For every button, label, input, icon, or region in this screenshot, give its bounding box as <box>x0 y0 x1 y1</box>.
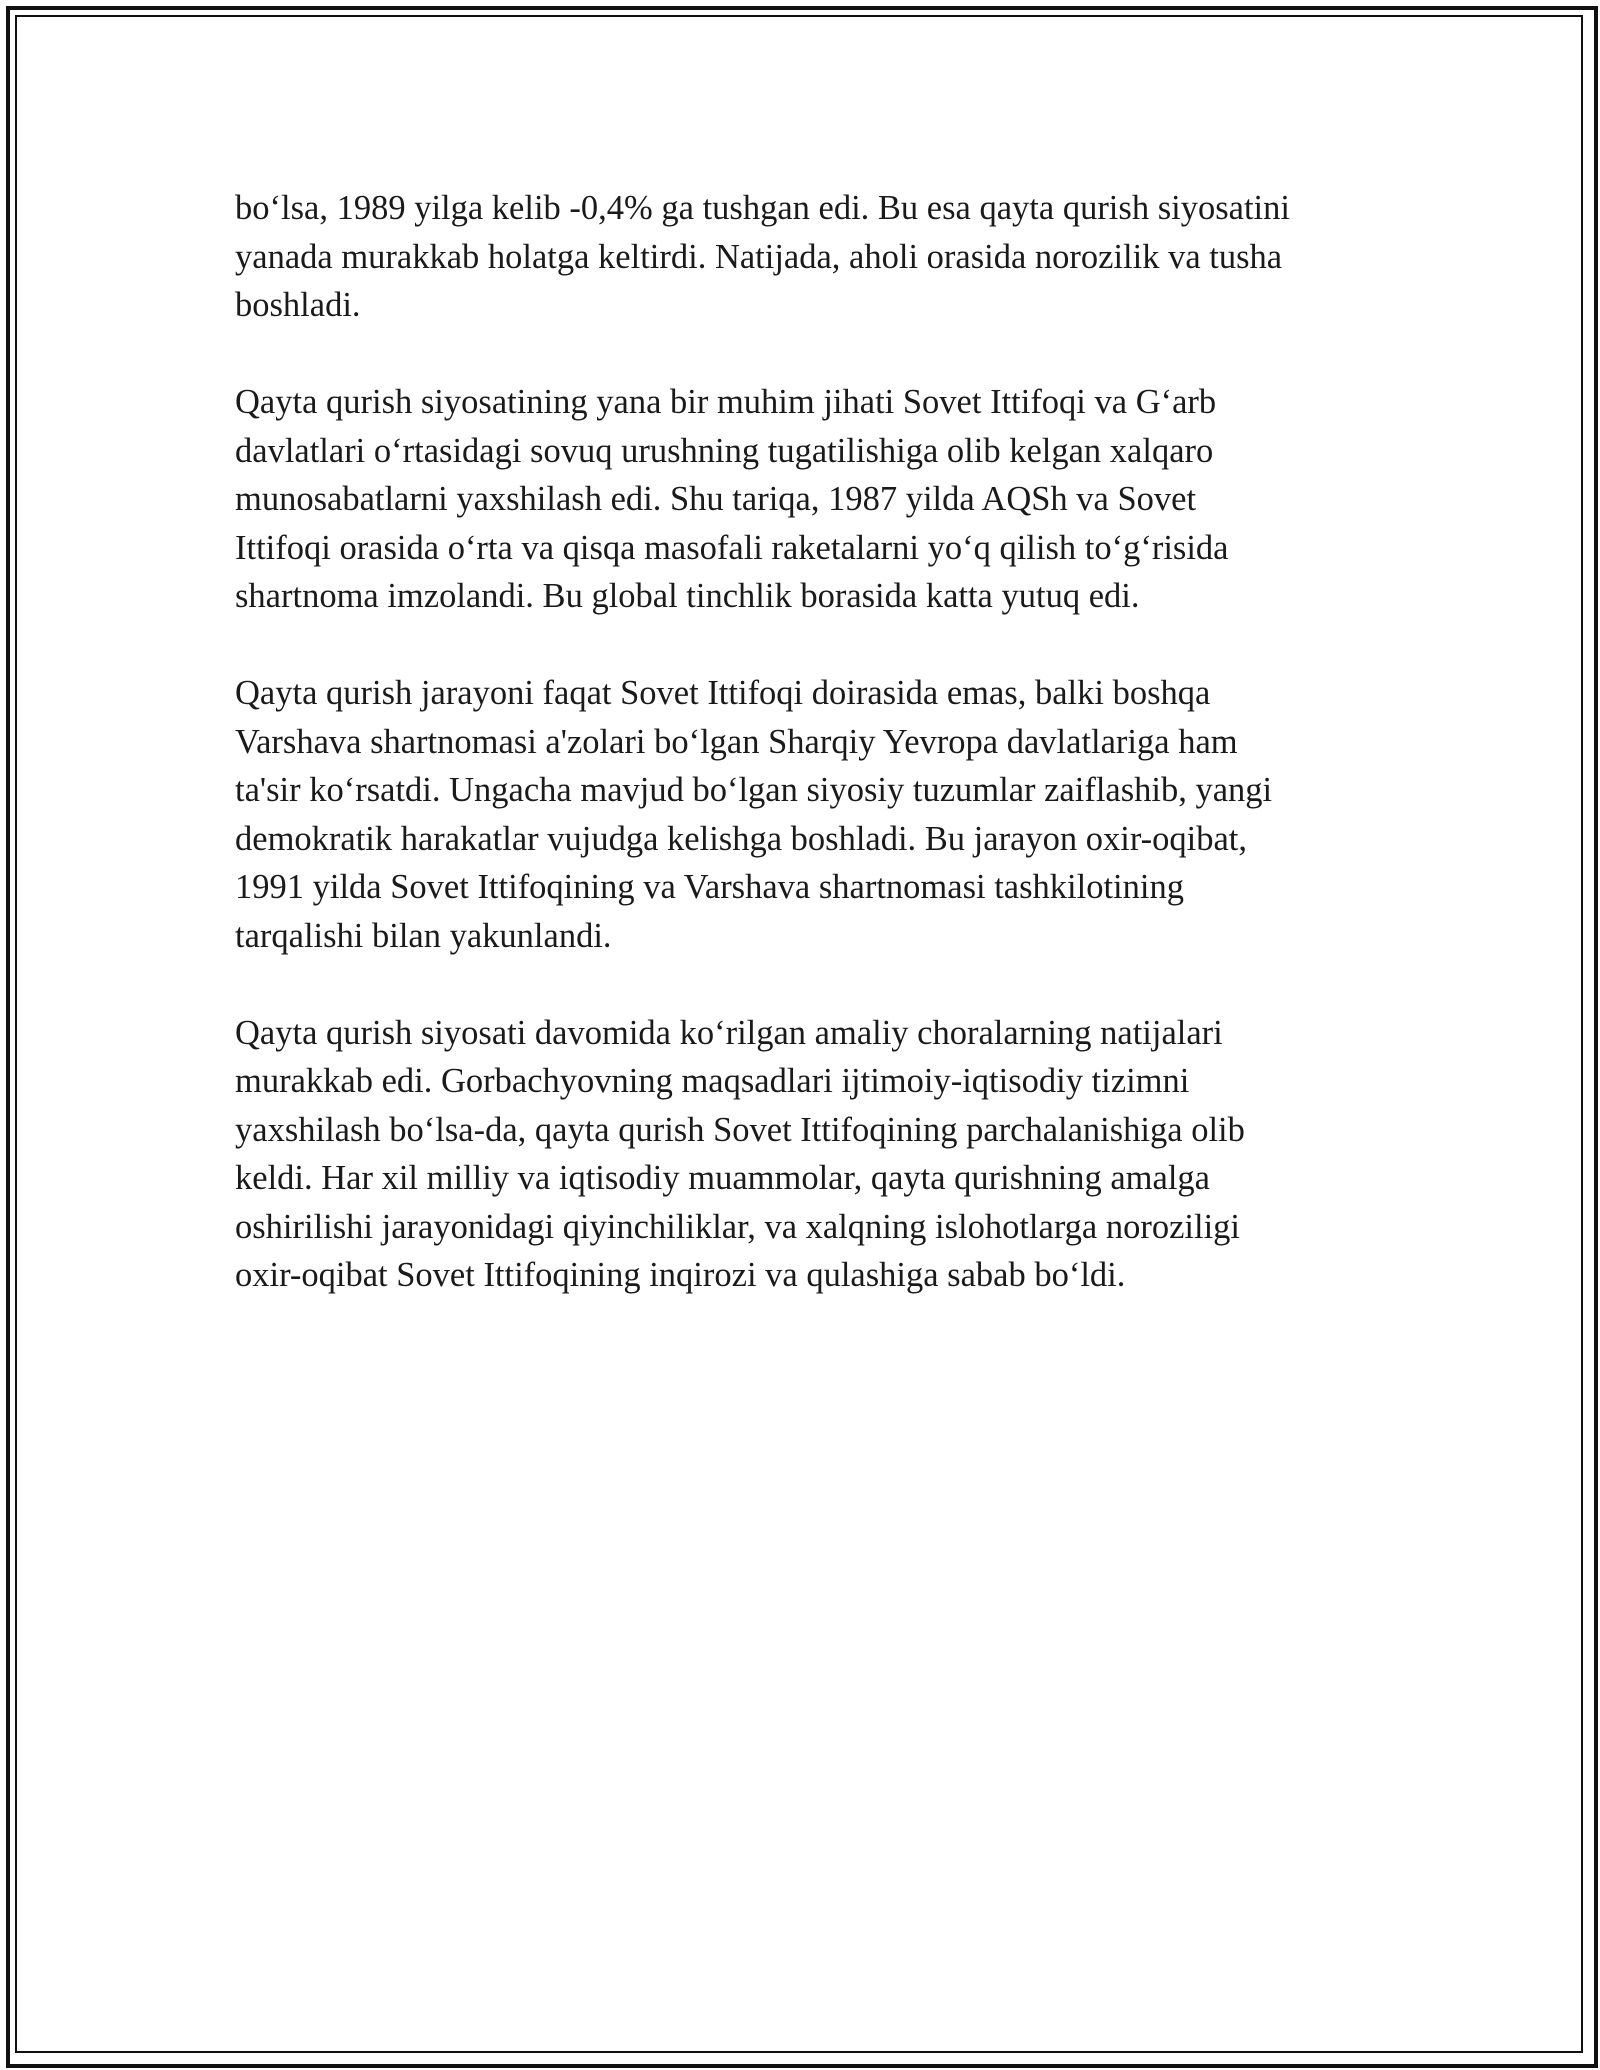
paragraph-3: Qayta qurish jarayoni faqat Sovet Ittifoqi doirasida emas, balki boshqa Varshava shartnomasi a'zolari bo‘lgan Sharqiy Yevropa davlatlariga ham ta'sir ko‘rsatdi. Ungacha mavjud bo‘lgan siyosiy tuzumlar zaiflashib, yangi demokratik harakatlar vujudga kelishga boshladi. Bu jarayon oxir-oqibat, 1991 yilda Sovet Ittifoqining va Varshava shartnomasi tashkilotining tarqalishi bilan yakunlandi. <box>235 674 1273 955</box>
document-body <box>235 184 1385 1300</box>
paragraph-2: Qayta qurish siyosatining yana bir muhim jihati Sovet Ittifoqi va G‘arb davlatlari o‘rtasidagi sovuq urushning tugatilishiga olib kelgan xalqaro munosabatlarni yaxshilash edi. Shu tariqa, 1987 yilda AQSh va Sovet Ittifoqi orasida o‘rta va qisqa masofali raketalarni yo‘q qilish to‘g‘risida shartnoma imzolandi. Bu global tinchlik borasida katta yutuq edi. <box>235 383 1229 615</box>
paragraph-1: bo‘lsa, 1989 yilga kelib -0,4% ga tushgan edi. Bu esa qayta qurish siyosatini yanada murakkab holatga keltirdi. Natijada, aholi orasida norozilik va tusha boshladi. <box>235 189 1290 324</box>
paragraph-4: Qayta qurish siyosati davomida ko‘rilgan amaliy choralarning natijalari murakkab edi. Gorbachyovning maqsadlari ijtimoiy-iqtisodiy tizimni yaxshilash bo‘lsa-da, qayta qurish Sovet Ittifoqining parchalanishiga olib keldi. Har xil milliy va iqtisodiy muammolar, qayta qurishning amalga oshirilishi jarayonidagi qiyinchiliklar, va xalqning islohotlarga noroziligi oxir-oqibat Sovet Ittifoqining inqirozi va qulashiga sabab bo‘ldi. <box>235 1013 1245 1294</box>
